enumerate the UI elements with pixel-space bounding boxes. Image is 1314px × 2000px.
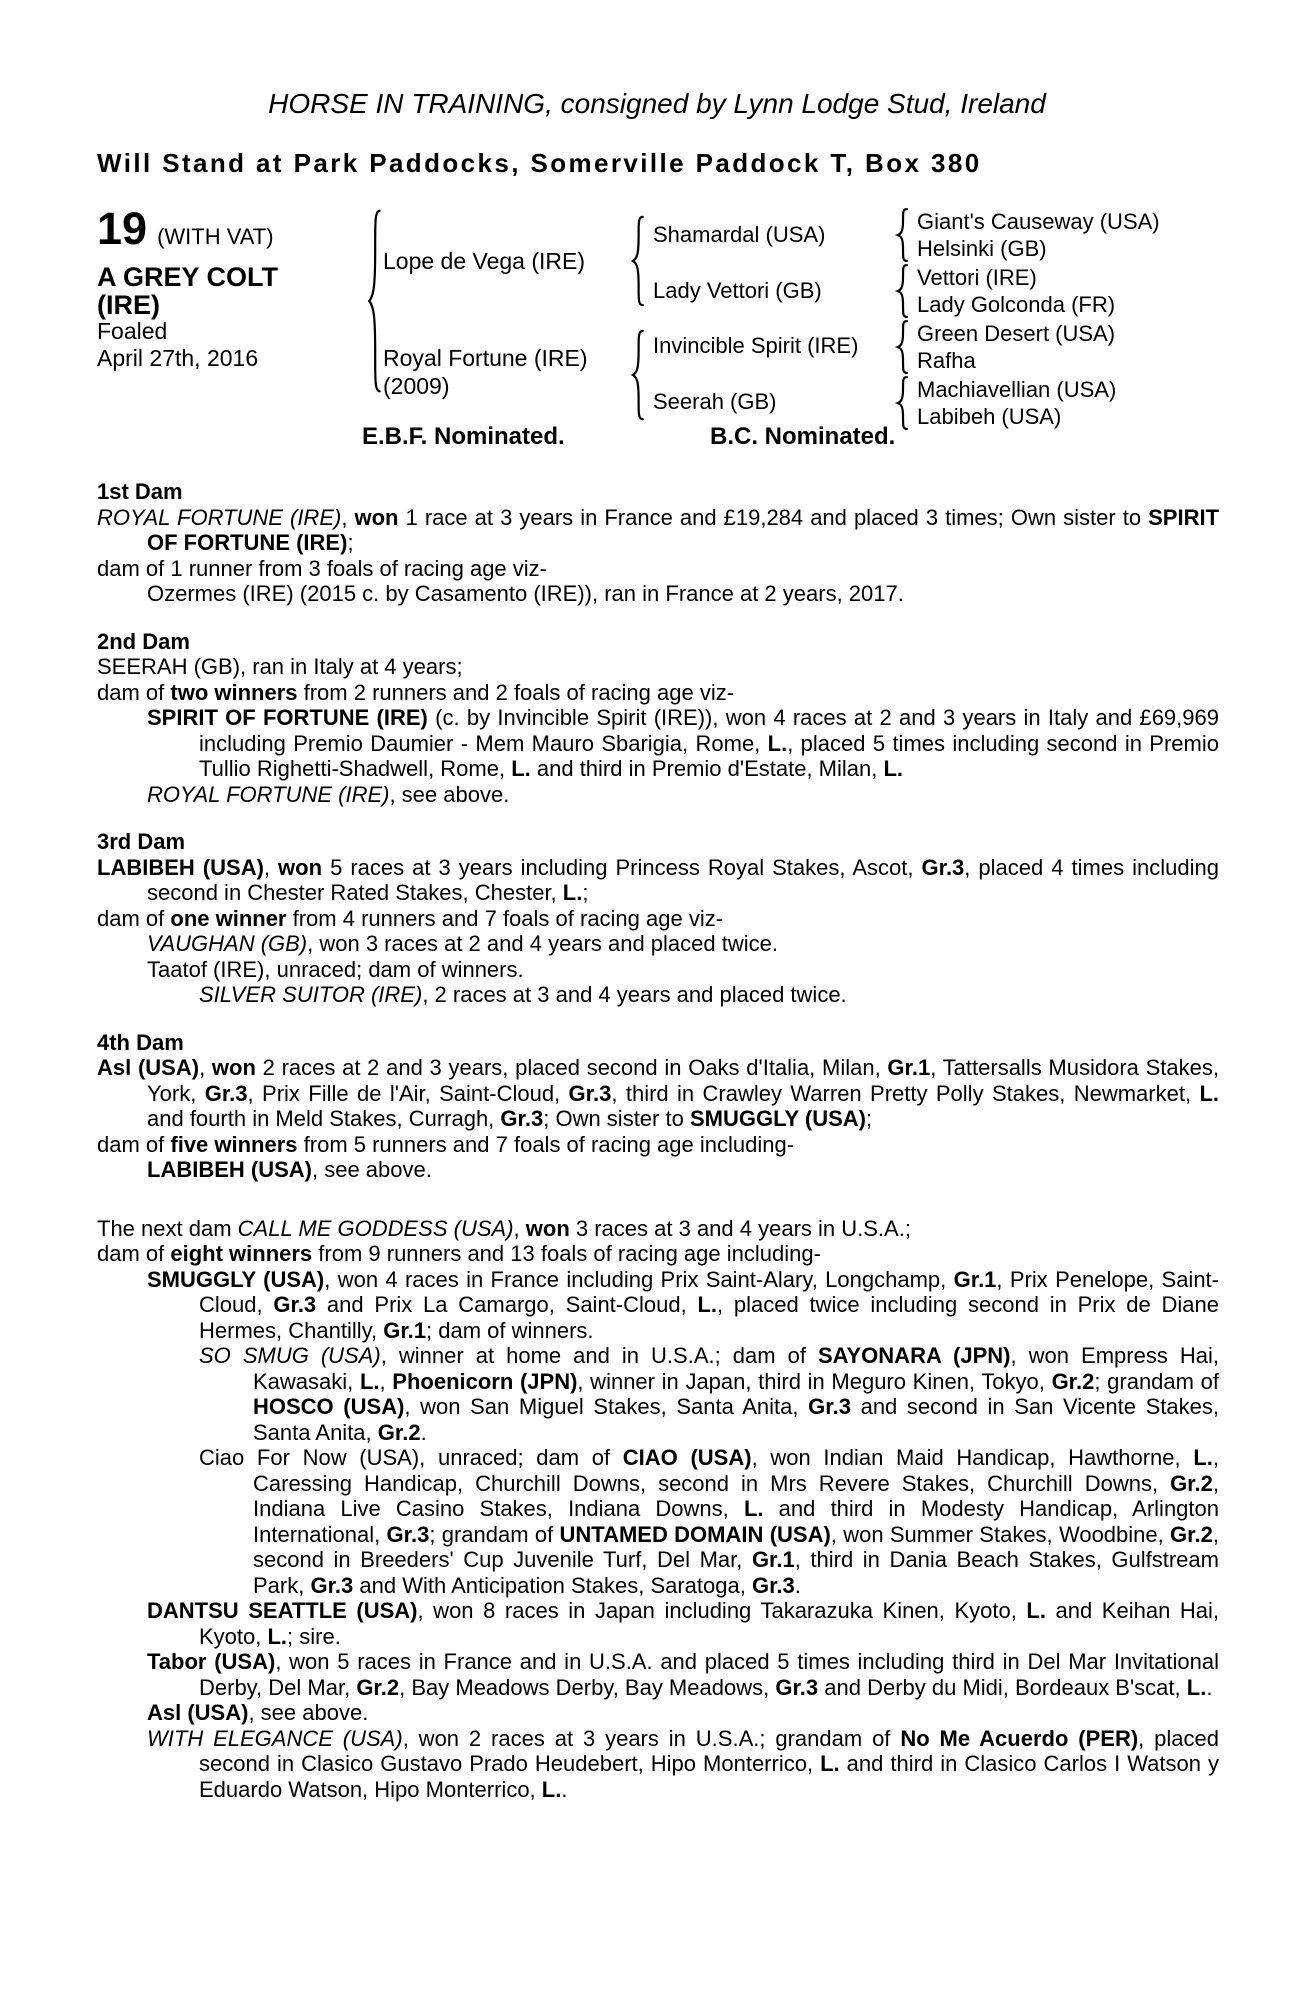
text-run: No Me Acuerdo (PER) [900,1725,1139,1751]
text-run: , winner in Japan, third in Meguro Kinen, Tokyo, [577,1368,1052,1394]
pedigree-gen3-pair-2 [917,264,1115,318]
text-run: 5 races at 3 years including Princess Royal Stakes, Ascot, [322,854,922,880]
text-run: L. [743,1496,764,1521]
text-run: Ciao For Now (USA), unraced; dam of [199,1445,623,1470]
text-run: WITH ELEGANCE (USA) [147,1725,403,1751]
lot-header [97,203,274,254]
catalogue-paragraph [97,654,1219,680]
text-run: , placed twice including second in Prix de Diane Hermes, Chantilly, [199,1292,1219,1343]
text-run: and Prix La Camargo, Saint-Cloud, [316,1292,698,1317]
text-run: , third in Dania Beach Stakes, Gulfstream Park, [253,1547,1219,1598]
pedigree-sire: Lope de Vega (IRE) [383,248,586,274]
text-run: SO SMUG (USA) [199,1343,381,1368]
catalogue-paragraph [97,1598,1219,1649]
text-run: , won 3 races at 2 and 4 years and placed twice. [307,931,778,956]
text-run: UNTAMED DOMAIN (USA) [559,1521,831,1547]
text-run: and With Anticipation Stakes, Saratoga, [353,1572,752,1598]
text-run: Asl (USA) [147,1700,249,1725]
text-run: , Prix Fille de l'Air, Saint-Cloud, [247,1080,569,1106]
text-run: and Derby du Midi, Bordeaux B'scat, [818,1674,1187,1700]
text-run: , see above. [389,781,510,807]
lot-number: 19 [97,203,148,254]
catalogue-paragraph [97,1445,1219,1598]
text-run: , see above. [248,1700,369,1725]
text-run: Ozermes (IRE) (2015 c. by Casamento (IRE)), ran in France at 2 years, 2017. [147,581,904,606]
catalogue-paragraph [97,505,1219,556]
text-run: L. [267,1623,288,1649]
text-run: L. [1186,1674,1207,1700]
pedigree-gen3-pair-3 [917,320,1115,374]
text-run: five winners [170,1131,298,1157]
text-run: LABIBEH (USA) [97,854,264,880]
catalogue-paragraph [97,855,1219,906]
pedigree-ancestor: Lady Golconda (FR) [917,292,1116,317]
text-run: , second in Breeders' Cup Juvenile Turf, Del Mar, [253,1521,1219,1572]
text-run: , won 5 races in France and in U.S.A. and placed 5 times including third in Del Mar Invitational Derby, Del Mar, [199,1649,1219,1700]
text-run: SAYONARA (JPN) [817,1343,1011,1368]
pedigree-ancestor: Rafha [917,348,976,373]
text-run: Gr.1 [383,1317,427,1343]
catalogue-paragraph [97,1157,1219,1183]
text-run: from 4 runners and 7 foals of racing age viz- [286,905,724,931]
text-run: . [561,1776,568,1802]
text-run: , placed second in Clasico Gustavo Prado Heudebert, Hipo Monterrico, [199,1725,1219,1776]
pedigree-brace-gen3-4 [895,376,909,430]
text-run: DANTSU SEATTLE (USA) [147,1598,418,1623]
pedigree-ancestor: Vettori (IRE) [917,265,1037,290]
text-run: dam of 1 runner from 3 foals of racing age viz- [97,555,547,581]
pedigree-brace-sire [630,215,645,307]
text-run: SMUGGLY (USA) [689,1106,866,1131]
dam-section [97,479,1219,607]
pedigree-brace-gen3-2 [895,264,909,318]
text-run: , won 2 races at 3 years in U.S.A.; grandam of [402,1725,901,1751]
text-run: , won Indian Maid Handicap, Hawthorne, [751,1445,1194,1470]
text-run: from 9 runners and 13 foals of racing age including- [312,1241,821,1266]
text-run: and second in San Vicente Stakes, Santa Anita, [253,1394,1219,1445]
pedigree-ancestor: Green Desert (USA) [917,321,1116,346]
text-run: CALL ME GODDESS (USA) [237,1215,514,1241]
text-run: SILVER SUITOR (IRE) [199,982,423,1007]
text-run: Gr.3 [386,1521,430,1547]
text-run: , [341,504,355,530]
text-run: 1 race at 3 years in France and £19,284 and placed 3 times; Own sister to [398,504,1149,530]
text-run: L. [820,1751,840,1776]
text-run: LABIBEH (USA) [147,1157,312,1182]
pedigree-ancestor: Labibeh (USA) [917,404,1062,429]
catalogue-paragraph [97,705,1219,782]
text-run: one winner [170,905,287,931]
text-run: and third in Clasico Carlos I Watson y Eduardo Watson, Hipo Monterrico, [199,1751,1219,1802]
text-run: , 2 races at 3 and 4 years and placed twice. [422,982,847,1007]
pedigree-ancestor: Helsinki (GB) [917,236,1047,261]
text-run: (c. by Invincible Spirit (IRE)), won 4 races at 2 and 3 years in Italy and £69,969 including Premio Daumier - Mem Mauro Sbarigia, Rome, [199,705,1219,756]
pedigree-brace-gen3-3 [895,320,909,374]
catalogue-paragraph [97,1132,1219,1158]
text-run: Gr.2 [1170,1470,1213,1496]
text-run: Gr.3 [204,1080,248,1106]
text-run: . [1206,1674,1213,1700]
dam-section-heading: 2nd Dam [97,628,190,654]
pedigree-ancestor: Giant's Causeway (USA) [917,209,1160,234]
horse-description: A GREY COLT [97,262,279,292]
text-run: L. [697,1292,718,1317]
text-run: . [794,1572,801,1598]
text-run: Gr.2 [377,1419,421,1445]
text-run: won [525,1215,570,1241]
text-run: , winner at home and in U.S.A.; dam of [380,1343,818,1368]
text-run: eight winners [170,1241,313,1266]
text-run: , won Summer Stakes, Woodbine, [830,1521,1171,1547]
text-run: Tabor (USA) [147,1649,276,1674]
catalogue-paragraph [97,1216,1219,1242]
catalogue-paragraph [97,556,1219,582]
text-run: L. [541,1776,562,1802]
dam-section-heading: 3rd Dam [97,829,186,854]
text-run: ; sire. [287,1623,341,1649]
pedigree-dam [383,344,588,400]
pedigree-sections [97,479,1219,1824]
text-run: SPIRIT OF FORTUNE (IRE) [147,504,1220,555]
text-run: ; [347,530,354,555]
catalogue-paragraph [97,1649,1219,1700]
text-run: and third in Premio d'Estate, Milan, [530,756,884,781]
text-run: , third in Crawley Warren Pretty Polly Stakes, Newmarket, [611,1080,1200,1106]
text-run: ; Own sister to [543,1106,690,1131]
pedigree-sire-dam: Lady Vettori (GB) [653,278,822,303]
pedigree-ancestor: Machiavellian (USA) [917,377,1117,402]
text-run: , Caressing Handicap, Churchill Downs, second in Mrs Revere Stakes, Churchill Downs, [253,1445,1219,1496]
text-run: Taatof (IRE), unraced; dam of winners. [147,956,524,982]
pedigree-brace-gen3-1 [895,208,909,262]
text-run: SMUGGLY (USA) [147,1266,325,1292]
text-run: , [513,1215,526,1241]
foaled-date: April 27th, 2016 [97,345,259,371]
text-run: VAUGHAN (GB) [147,931,308,956]
pedigree-gen3-pair-4 [917,376,1116,430]
text-run: Gr.1 [887,1055,931,1080]
text-run: won [354,504,399,530]
text-run: dam of [97,905,171,931]
text-run: L. [511,756,531,781]
text-run: Gr.3 [751,1572,795,1598]
catalogue-paragraph [97,1343,1219,1445]
text-run: two winners [170,679,298,705]
catalogue-paragraph [97,1055,1219,1132]
catalogue-paragraph [97,906,1219,932]
catalogue-paragraph [97,1241,1219,1267]
text-run: Phoenicorn (JPN) [392,1368,578,1394]
text-run: , Indiana Live Casino Stakes, Indiana Downs, [253,1470,1219,1521]
text-run: Gr.3 [921,854,965,880]
catalogue-paragraph [97,1726,1219,1803]
catalogue-paragraph [97,982,1219,1008]
text-run: , see above. [312,1157,432,1182]
text-run: , won 4 races in France including Prix Saint-Alary, Longchamp, [324,1266,954,1292]
text-run: SEERAH (GB), ran in Italy at 4 years; [97,654,463,679]
text-run: from 5 runners and 7 foals of racing age including- [297,1131,795,1157]
text-run: from 2 runners and 2 foals of racing age viz- [297,679,735,705]
text-run: . [420,1419,427,1445]
text-run: L. [562,880,583,905]
text-run: Gr.3 [310,1572,354,1598]
stand-location-line: Will Stand at Park Paddocks, Somerville Paddock T, Box 380 [97,148,982,178]
pedigree-dam-name: Royal Fortune (IRE) [383,345,588,371]
text-run: ; grandam of [1094,1368,1219,1394]
text-run: , Prix Penelope, Saint-Cloud, [199,1266,1219,1317]
dam-section [97,1216,1219,1803]
catalogue-paragraph [97,782,1219,808]
text-run: won [278,854,323,880]
horse-country-suffix: (IRE) [97,290,160,320]
text-run: , [263,854,279,880]
pedigree-sire-sire: Shamardal (USA) [653,222,826,247]
text-run: ; [582,880,589,905]
pedigree-dam-dam: Seerah (GB) [653,389,777,414]
text-run: L. [767,730,788,756]
text-run: Gr.2 [1170,1521,1213,1547]
text-run: Gr.3 [500,1106,544,1131]
text-run: and third in Modesty Handicap, Arlington International, [253,1496,1219,1547]
catalogue-paragraph [97,1700,1219,1726]
text-run: Gr.1 [751,1547,795,1572]
pedigree-brace-dam [630,329,645,421]
ebf-nomination-note: E.B.F. Nominated. [362,423,565,450]
text-run: and Keihan Hai, Kyoto, [199,1598,1219,1649]
text-run: , won Empress Hai, Kawasaki, [253,1343,1219,1394]
text-run: L. [1193,1445,1213,1470]
text-run: , Bay Meadows Derby, Bay Meadows, [399,1674,776,1700]
text-run: won [211,1055,256,1080]
text-run: 2 races at 2 and 3 years, placed second in Oaks d'Italia, Milan, [255,1055,888,1080]
text-run: dam of [97,1241,171,1266]
text-run: ; grandam of [429,1521,560,1547]
text-run: HOSCO (USA) [253,1394,405,1419]
text-run: , [199,1055,212,1080]
pedigree-brace-main [366,207,382,395]
text-run: , placed 4 times including second in Chester Rated Stakes, Chester, [147,854,1219,905]
text-run: Gr.3 [273,1292,317,1317]
text-run: ROYAL FORTUNE (IRE) [147,781,390,807]
text-run: Asl (USA) [97,1055,200,1080]
text-run: ; [865,1106,873,1131]
pedigree-dam-sire: Invincible Spirit (IRE) [653,333,859,358]
text-run: 3 races at 3 and 4 years in U.S.A.; [569,1215,911,1241]
text-run: L. [1026,1598,1046,1623]
dam-section [97,629,1219,808]
text-run: ; dam of winners. [426,1317,594,1343]
text-run: dam of [97,1131,171,1157]
pedigree-gen3-pair-1 [917,208,1160,262]
text-run: Gr.2 [356,1674,400,1700]
text-run: , Tattersalls Musidora Stakes, York, [147,1055,1219,1106]
text-run: and fourth in Meld Stakes, Curragh, [147,1106,501,1131]
text-run: Gr.3 [568,1080,612,1106]
consignor-line: HORSE IN TRAINING, consigned by Lynn Lodge Stud, Ireland [268,88,1046,119]
text-run: The next dam [97,1215,238,1241]
text-run: , placed 5 times including second in Premio Tullio Righetti-Shadwell, Rome, [199,730,1219,781]
text-run: , won 8 races in Japan including Takarazuka Kinen, Kyoto, [417,1598,1027,1623]
catalogue-paragraph [97,931,1219,957]
text-run: , won San Miguel Stakes, Santa Anita, [404,1394,809,1419]
text-run: Gr.3 [775,1674,819,1700]
dam-section [97,829,1219,1008]
text-run: Gr.3 [808,1394,851,1419]
text-run: SPIRIT OF FORTUNE (IRE) [147,705,428,730]
pedigree-dam-year: (2009) [383,373,450,399]
text-run: dam of [97,679,171,705]
catalogue-paragraph [97,1267,1219,1344]
catalogue-paragraph [97,581,1219,607]
bc-nomination-note: B.C. Nominated. [710,423,896,450]
catalogue-paragraph [97,957,1219,983]
text-run: Gr.1 [953,1266,997,1292]
dam-section-heading: 1st Dam [97,479,183,504]
dam-section [97,1030,1219,1183]
text-run: L. [1199,1080,1219,1106]
text-run: CIAO (USA) [622,1445,752,1470]
pedigree-chart [97,205,1257,455]
text-run: L. [359,1368,380,1394]
catalogue-paragraph [97,680,1219,706]
text-run: , [379,1368,393,1394]
text-run: ROYAL FORTUNE (IRE) [97,504,342,530]
text-run: L. [883,756,904,781]
foaled-label: Foaled [97,318,168,344]
dam-section-heading: 4th Dam [97,1029,184,1055]
text-run: Gr.2 [1051,1368,1095,1394]
vat-note: (WITH VAT) [157,224,274,249]
